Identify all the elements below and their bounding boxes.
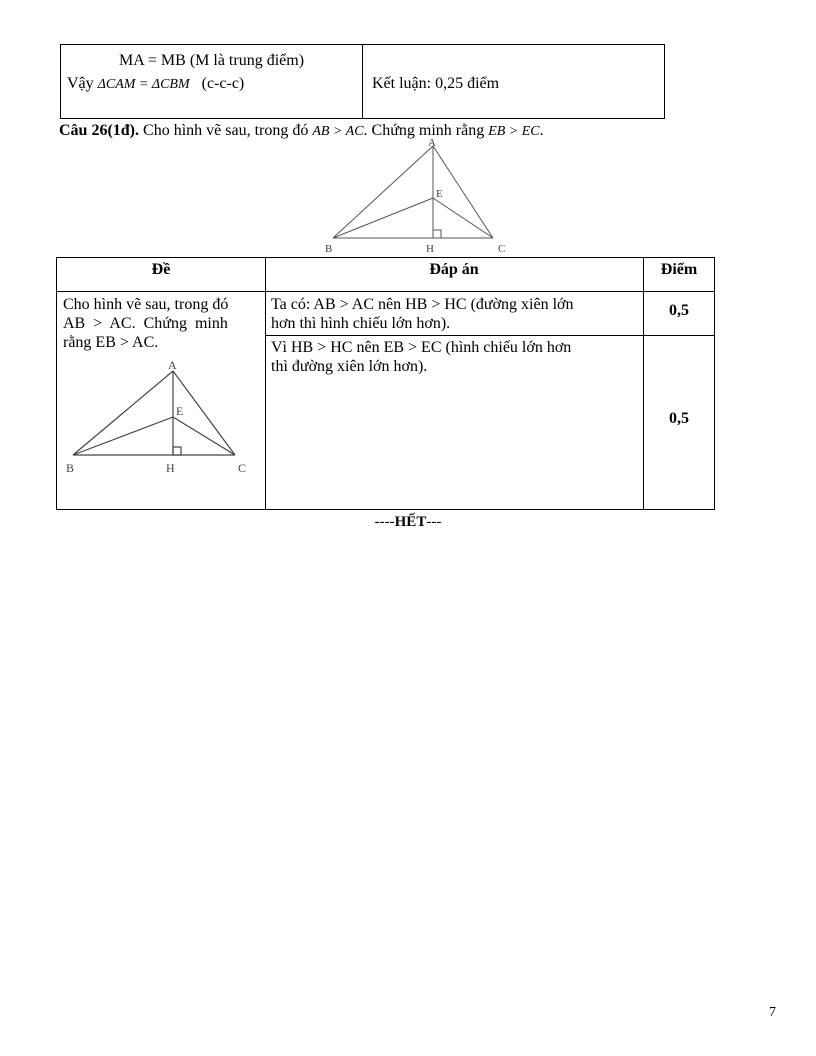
answer-table	[56, 257, 715, 510]
table-right-angle-mark	[173, 447, 181, 455]
segment-ec	[433, 198, 493, 238]
table-label-e: E	[176, 404, 184, 418]
table-segment-ab	[73, 371, 173, 455]
conclusion-score: Kết luận: 0,25 điểm	[372, 75, 500, 92]
end-marker-text: HẾT	[394, 514, 427, 530]
column-divider-2	[643, 258, 644, 509]
segment-ab	[333, 146, 433, 238]
header-diem: Điểm	[660, 261, 698, 278]
question-text: Cho hình vẽ sau, trong đó	[143, 122, 309, 139]
question-label: Câu 26(1đ).	[59, 122, 140, 139]
problem-line-1: Cho hình vẽ sau, trong đó	[63, 296, 229, 313]
congruence-case: (c-c-c)	[201, 75, 245, 92]
table-segment-be	[73, 417, 173, 455]
right-angle-mark	[433, 230, 441, 238]
score-step-2: 0,5	[669, 410, 689, 427]
conclusion-statement	[67, 75, 244, 93]
table-divider	[362, 45, 363, 118]
problem-line-2: AB > AC. Chứng minh	[63, 315, 228, 332]
page-number: 7	[769, 1005, 776, 1020]
end-marker-suffix: ---	[426, 514, 442, 530]
table-segment-ec	[173, 417, 235, 455]
question-end: .	[539, 122, 544, 139]
answer-step-1-line-2: hơn thì hình chiếu lớn hơn).	[271, 315, 451, 332]
end-marker	[0, 514, 816, 531]
label-h: H	[426, 243, 434, 255]
answer-step-1	[271, 295, 639, 333]
congruence-formula: ΔCAM = ΔCBM	[97, 77, 190, 92]
table-label-a: A	[168, 358, 177, 372]
continuation-table	[60, 44, 665, 119]
question-math-1: AB > AC	[312, 124, 364, 139]
question-math-2: EB > EC	[488, 124, 540, 139]
label-e: E	[436, 188, 443, 200]
header-de: Đề	[151, 261, 171, 278]
segment-be	[333, 198, 433, 238]
answer-step-2-line-1: Vì HB > HC nên EB > EC (hình chiếu lớn hơn	[271, 339, 572, 356]
table-label-b: B	[66, 461, 75, 475]
answer-step-2	[271, 338, 639, 376]
table-label-c: C	[238, 461, 247, 475]
score-step-1: 0,5	[669, 302, 689, 319]
table-label-h: H	[166, 461, 175, 475]
label-a: A	[428, 137, 436, 149]
triangle-figure	[320, 136, 520, 258]
answer-step-1-line-1: Ta có: AB > AC nên HB > HC (đường xiên lớn	[271, 296, 574, 313]
header-divider	[57, 291, 714, 292]
end-marker-prefix: ----	[374, 514, 395, 530]
answer-step-2-line-2: thì đường xiên lớn hơn).	[271, 358, 428, 375]
equality-statement: MA = MB (M là trung điểm)	[119, 52, 305, 69]
table-triangle-figure	[61, 355, 261, 480]
problem-cell	[63, 295, 261, 352]
row-divider	[265, 335, 714, 336]
label-b: B	[325, 243, 333, 255]
header-dap-an: Đáp án	[429, 261, 479, 278]
problem-line-3: rằng EB > AC.	[63, 334, 159, 351]
column-divider-1	[265, 258, 266, 509]
conclusion-prefix: Vậy	[67, 75, 94, 92]
question-text-2: . Chứng minh rằng	[363, 122, 485, 139]
label-c: C	[498, 243, 506, 255]
